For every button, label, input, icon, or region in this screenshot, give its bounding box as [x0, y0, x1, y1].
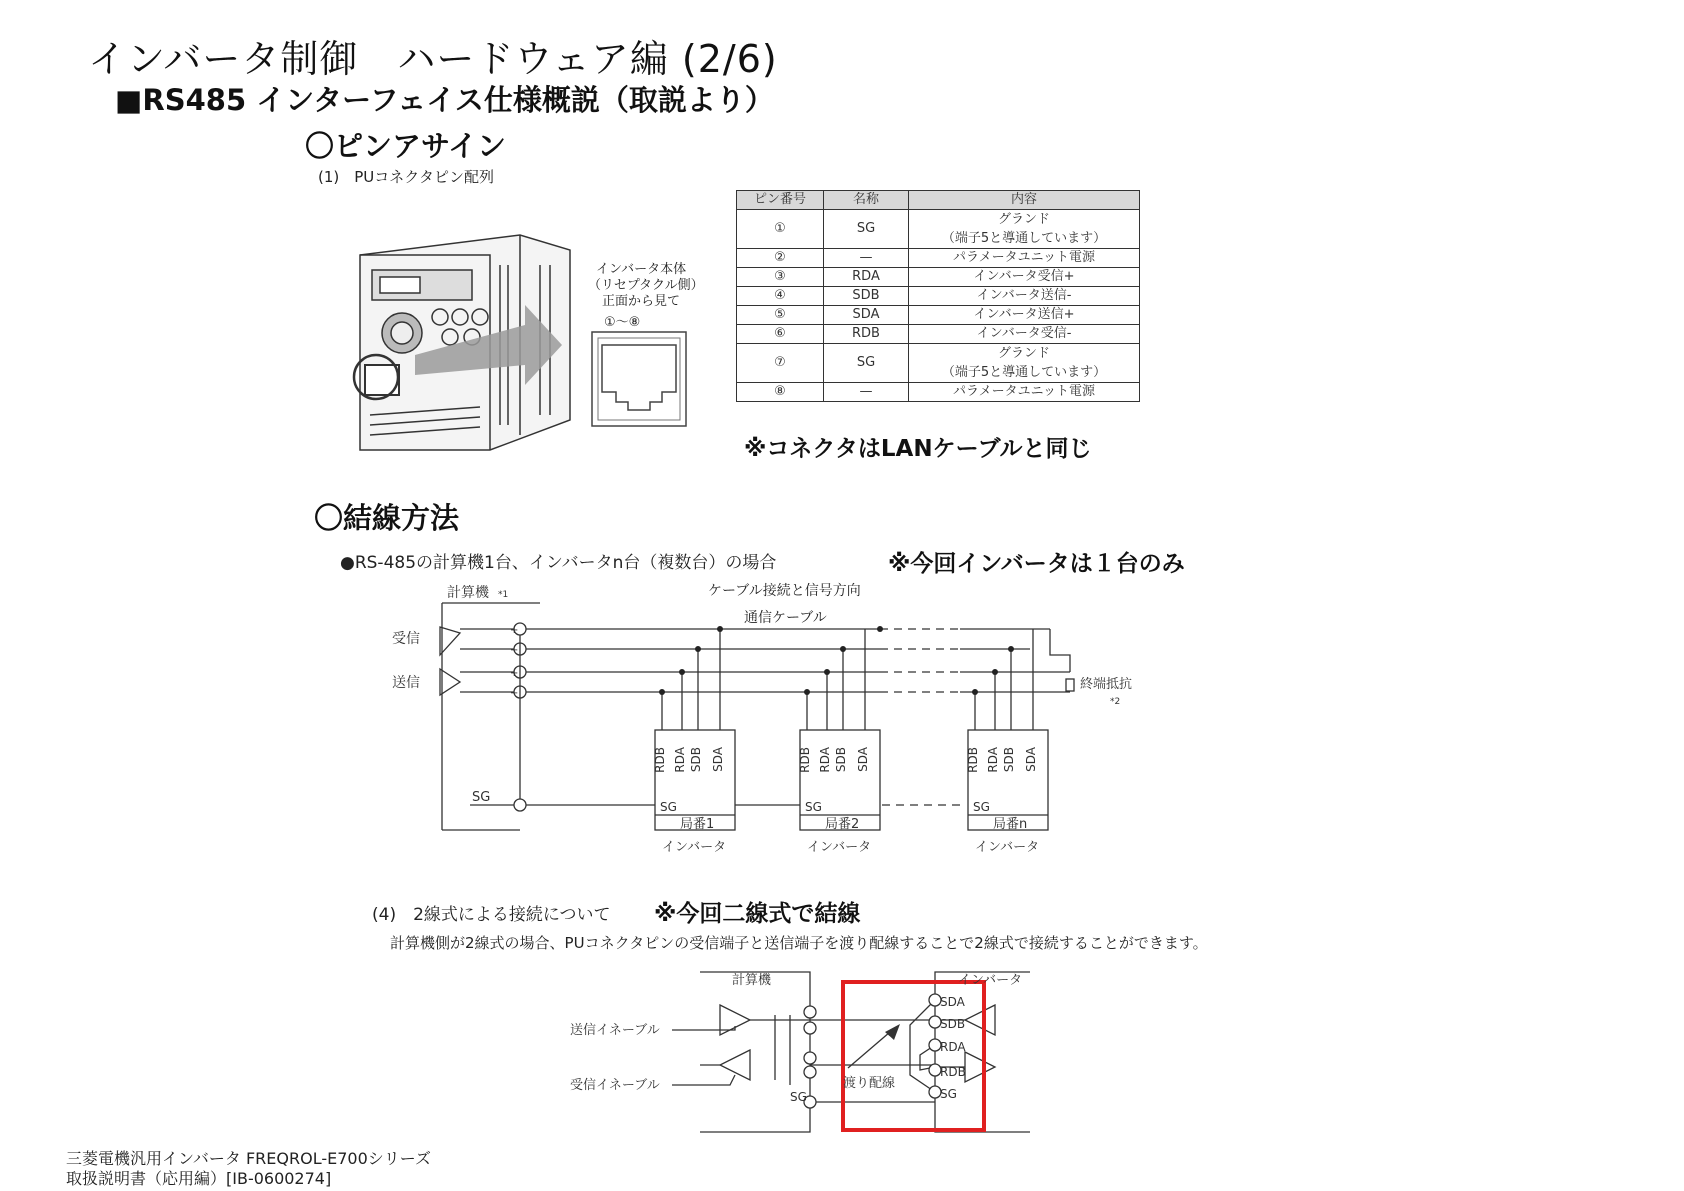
- view-label-1: インバータ本体: [596, 262, 687, 277]
- table-row: ⑤ SDA インバータ送信+: [737, 306, 1140, 325]
- send-enable-label: 送信イネーブル: [570, 1023, 660, 1038]
- pin-label-rda-2: RDA: [818, 747, 832, 773]
- two-wire-caption: (4) 2線式による接続について: [372, 905, 611, 925]
- station-1-label: 局番1: [680, 817, 715, 832]
- view-label-2: （リセプタクル側）: [588, 278, 704, 293]
- view-label-3: 正面から見て: [602, 294, 681, 309]
- pin-label-rdb-2: RDB: [798, 747, 812, 773]
- table-row: ① SG グランド （端子5と導通しています）: [737, 210, 1140, 249]
- inverter-label-2wire: インバータ: [958, 973, 1023, 988]
- receive-label: 受信: [392, 631, 420, 647]
- computer-label: 計算機: [447, 585, 489, 601]
- pin-label-rda-n: RDA: [986, 747, 1000, 773]
- terminator-label: 終端抵抗: [1080, 677, 1133, 692]
- svg-text:−: −: [510, 645, 519, 656]
- wiring-heading: 〇結線方法: [314, 501, 460, 535]
- table-row: ④ SDB インバータ送信-: [737, 287, 1140, 306]
- svg-text:−: −: [510, 688, 519, 699]
- cable-direction-label: ケーブル接続と信号方向: [708, 583, 861, 599]
- sg-label-2wire: SG: [790, 1090, 807, 1104]
- footer-line-2: 取扱説明書（応用編）[IB-0600274]: [66, 1169, 332, 1188]
- pin-table: [736, 190, 1140, 402]
- pin-rda: RDA: [940, 1040, 966, 1054]
- pin-rdb: RDB: [940, 1065, 966, 1079]
- terminator-mark: *2: [1110, 697, 1121, 707]
- svg-text:+: +: [510, 625, 519, 636]
- pin-sda: SDA: [940, 995, 965, 1009]
- jumper-label: 渡り配線: [843, 1076, 896, 1091]
- send-label: 送信: [392, 675, 420, 691]
- pin-label-sdb-1: SDB: [689, 747, 703, 773]
- pin-label-sdb-2: SDB: [834, 747, 848, 773]
- station-n-label: 局番n: [993, 817, 1028, 832]
- wiring-caption: ●RS-485の計算機1台、インバータn台（複数台）の場合: [340, 553, 777, 573]
- pu-connector-caption: (1) PUコネクタピン配列: [318, 168, 494, 186]
- pin-label-sda-n: SDA: [1024, 747, 1038, 772]
- computer-label-2wire: 計算機: [732, 973, 772, 988]
- two-wire-description: 計算機側が2線式の場合、PUコネクタピンの受信端子と送信端子を渡り配線することで2線式で接続することができます。: [390, 934, 1208, 952]
- inverter-label-2: インバータ: [807, 840, 872, 855]
- station-2-label: 局番2: [825, 817, 860, 832]
- pin-assign-heading: 〇ピンアサイン: [305, 129, 506, 163]
- table-row: ③ RDA インバータ受信+: [737, 268, 1140, 287]
- table-row: ⑧ — パラメータユニット電源: [737, 383, 1140, 402]
- pin-table-header-desc: 内容: [909, 191, 1140, 210]
- sg-label-computer: SG: [472, 790, 491, 805]
- footer-line-1: 三菱電機汎用インバータ FREQROL-E700シリーズ: [66, 1149, 431, 1168]
- pin-table-header-no: ピン番号: [737, 191, 824, 210]
- page-title: インバータ制御 ハードウェア編 (2/6): [88, 37, 778, 81]
- rj45-receptacle-icon: [590, 330, 690, 430]
- table-row: ⑥ RDB インバータ受信-: [737, 325, 1140, 344]
- table-row: ⑦ SG グランド （端子5と導通しています）: [737, 344, 1140, 383]
- pin-range: ①～⑧: [604, 315, 641, 330]
- pin-table-header-name: 名称: [824, 191, 909, 210]
- pin-label-sda-1: SDA: [711, 747, 725, 772]
- receive-enable-label: 受信イネーブル: [570, 1078, 660, 1093]
- inverter-illustration: [340, 225, 580, 485]
- two-wire-diagram: [570, 960, 1060, 1140]
- pin-label-rda-1: RDA: [673, 747, 687, 773]
- two-wire-note: ※今回二線式で結線: [654, 901, 861, 927]
- pin-label-rdb-n: RDB: [966, 747, 980, 773]
- pin-sdb: SDB: [940, 1017, 966, 1031]
- page-subtitle: ■RS485 インターフェイス仕様概説（取説より）: [115, 83, 774, 117]
- table-row: ② — パラメータユニット電源: [737, 249, 1140, 268]
- comm-cable-label: 通信ケーブル: [744, 610, 827, 626]
- lan-cable-note: ※コネクタはLANケーブルと同じ: [744, 436, 1092, 462]
- sg-label-2: SG: [805, 800, 822, 814]
- sg-label-1: SG: [660, 800, 677, 814]
- sg-label-n: SG: [973, 800, 990, 814]
- inverter-label-n: インバータ: [975, 840, 1040, 855]
- computer-mark: *1: [498, 590, 509, 600]
- pin-sg: SG: [940, 1087, 957, 1101]
- pin-label-sda-2: SDA: [856, 747, 870, 772]
- pin-label-rdb-1: RDB: [653, 747, 667, 773]
- inverter-label-1: インバータ: [662, 840, 727, 855]
- single-inverter-note: ※今回インバータは１台のみ: [888, 551, 1185, 577]
- svg-text:+: +: [510, 668, 519, 679]
- pin-label-sdb-n: SDB: [1002, 747, 1016, 773]
